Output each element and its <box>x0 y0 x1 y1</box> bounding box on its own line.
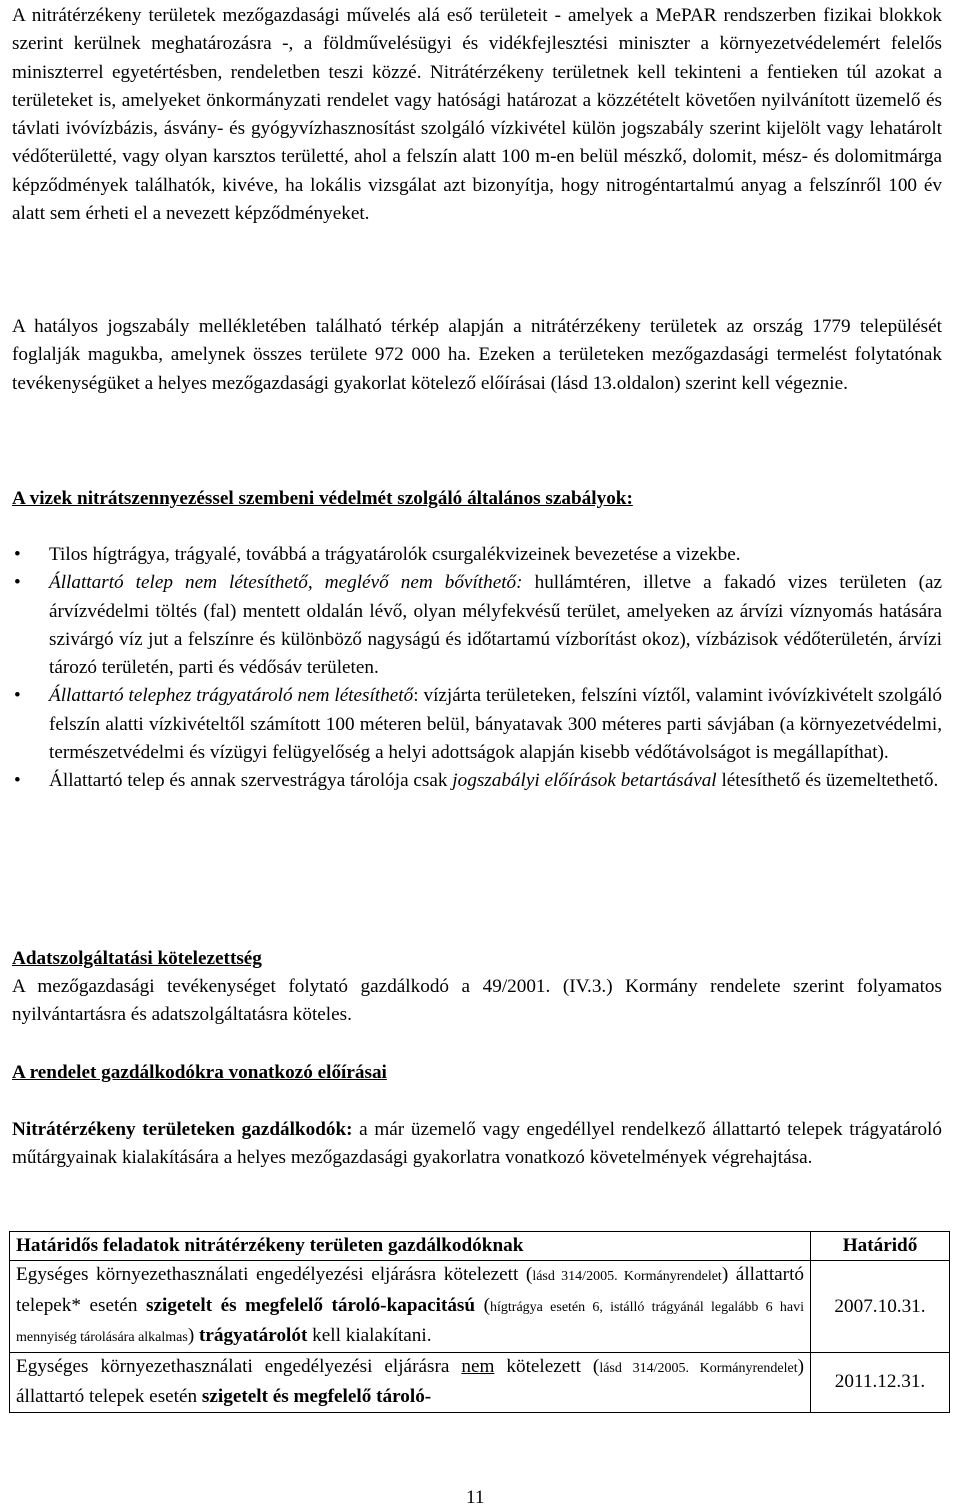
rule-text: Tilos hígtrágya, trágyalé, továbbá a trágyatárolók csurgalékvizeinek bevezetése a vizekbe. <box>49 544 741 565</box>
decree-heading: A rendelet gazdálkodókra vonatkozó előírásai <box>12 1062 387 1083</box>
table-row <box>10 1353 950 1413</box>
bullet-icon: • <box>14 544 21 565</box>
rule-item <box>12 682 942 767</box>
rules-list <box>12 541 942 796</box>
rules-heading: A vizek nitrátszennyezéssel szembeni védelmét szolgáló általános szabályok: <box>12 488 633 509</box>
page-number: 11 <box>466 1487 485 1508</box>
rule-italic: jogszabályi előírások betartásával <box>452 770 717 792</box>
rule-text: hullámtéren, illetve a fakadó vizes területen (az árvízvédelmi töltés (fal) mentett oldalán lévő, olyan mélyfekvésű terület, amelyeken az árvízi víznyomás hatására szivárgó víz jut a felszínre és különböző nagyságú és időtartamú vízborítást okoz), vízbázisok védőterületén, árvízi tározó területén, parti és védősáv területen. <box>49 572 942 679</box>
map-paragraph: A hatályos jogszabály mellékletében található térkép alapján a nitrátérzékeny területek az ország 1779 települését foglalják magukba, amelynek összes területe 972 000 ha. Ezeken a területeken mezőgazdasági termelést folytatónak tevékenységüket a helyes mezőgazdasági gyakorlat kötelező előírásai (lásd 13.oldalon) szerint kell végeznie. <box>12 316 942 394</box>
rule-item <box>12 541 942 569</box>
rule-text: : vízjárta területeken, felszíni víztől, valamint ivóvízkivételt szolgáló felszín alatti vízkivételtől számított 100 méteren belül, bányatavak 300 méteres parti sávjában (a környezetvédelmi, természetvédelmi és vízügyi felügyelőség a helyi adottságok alapján kisebb védőtávolságot is megállapíthat). <box>49 685 943 764</box>
bullet-icon: • <box>14 572 21 594</box>
table-cell-deadline: 2007.10.31. <box>811 1261 950 1353</box>
table-row <box>10 1261 950 1353</box>
rule-lead: Állattartó telep nem létesíthető, meglévő nem bővíthető: <box>49 572 523 594</box>
rule-text: Állattartó telep és annak szervestrágya tárolója csak <box>49 770 453 792</box>
rule-item <box>12 767 942 795</box>
bullet-icon: • <box>14 685 21 707</box>
table-header-task: Határidős feladatok nitrátérzékeny területen gazdálkodóknak <box>10 1232 811 1261</box>
bullet-icon: • <box>14 770 21 792</box>
deadline-table <box>9 1231 950 1413</box>
intro-text-part1: A nitrátérzékeny területek mezőgazdasági művelés alá eső területeit - amelyek a MePAR rendszerben fizikai blokkok szerint kerülnek meghatározásra -, a földművelésügyi és vidékfejlesztési miniszter a környezetvédelemért felelős miniszterrel egyetértésben, rendeletben teszi közzé. <box>12 5 942 83</box>
farmers-text: a már üzemelő vagy engedéllyel rendelkező állattartó telepek trágyatároló műtárgyainak kialakítására a helyes mezőgazdasági gyakorlatra vonatkozó követelmények végrehajtása. <box>12 1119 942 1169</box>
rule-item <box>12 569 942 682</box>
table-header-row <box>10 1232 950 1261</box>
table-cell-deadline: 2011.12.31. <box>811 1353 950 1413</box>
intro-text-part2: Nitrátérzékeny területnek kell tekinteni a fentieken túl azokat a területeket is, amelyeket önkormányzati rendelet vagy hatósági határozat a közzétételt követően nyilvánított üzemelő és távlati ivóvízbázis, ásvány- és gyógyvízhasznosítást szolgáló vízkivétel külön jogszabály szerint kijelölt vagy lehatárolt védőterületté, vagy olyan karsztos területté, ahol a felszín alatt 100 m-en belül mészkő, dolomit, mész- és dolomitmárga képződmények találhatók, kivéve, ha lokális vizsgálat azt bizonyítja, hogy nitrogéntartalmú anyag a felszínről 100 év alatt sem érheti el a nevezett képződményeket. <box>12 61 942 225</box>
table-cell-task: Egységes környezethasználati engedélyezési eljárásra kötelezett (lásd 314/2005. Kormányrendelet) állattartó telepek* esetén szigetelt és megfelelő tároló-kapacitású (hígtrágya esetén 6, istálló trágyánál legalább 6 havi mennyiség tárolására alkalmas) trágyatárolót kell kialakítani. <box>10 1261 811 1353</box>
rule-lead: Állattartó telephez trágyatároló nem létesíthető <box>49 685 414 707</box>
intro-paragraph <box>12 2 942 228</box>
table-header-deadline: Határidő <box>811 1232 950 1261</box>
reporting-heading: Adatszolgáltatási kötelezettség <box>12 948 262 969</box>
rule-tail: létesíthető és üzemeltethető. <box>716 770 939 792</box>
table-cell-task: Egységes környezethasználati engedélyezési eljárásra nem kötelezett (lásd 314/2005. Kormányrendelet) állattartó telepek esetén szigetelt és megfelelő tároló- <box>10 1353 811 1413</box>
farmers-paragraph <box>12 1116 942 1173</box>
reporting-paragraph: A mezőgazdasági tevékenységet folytató gazdálkodó a 49/2001. (IV.3.) Kormány rendelete szerint folyamatos nyilvántartásra és adatszolgáltatásra köteles. <box>12 976 942 1026</box>
farmers-bold-lead: Nitrátérzékeny területeken gazdálkodók: <box>12 1119 353 1140</box>
